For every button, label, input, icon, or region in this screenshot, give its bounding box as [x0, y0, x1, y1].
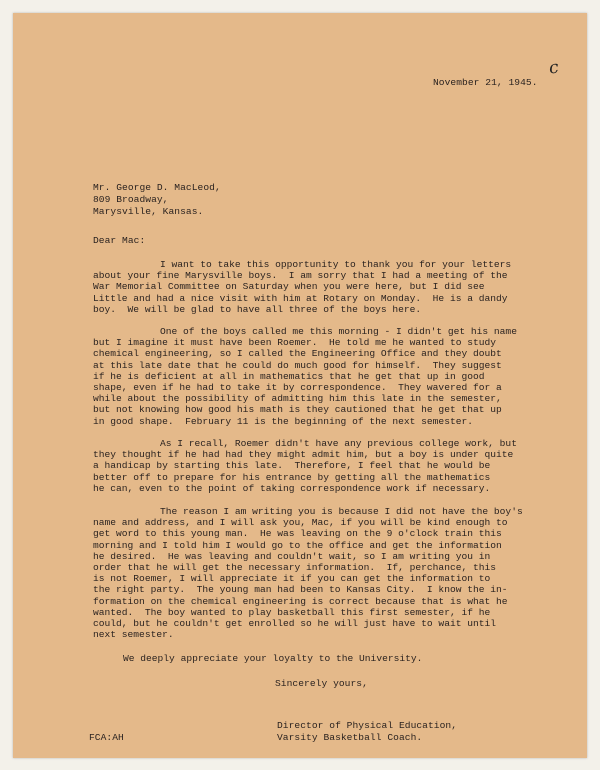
- typist-initials: FCA:AH: [89, 732, 124, 743]
- closing: Sincerely yours,: [275, 678, 368, 689]
- body-paragraph: [93, 326, 533, 427]
- paragraph-line: he can, even to the point of taking correspondence work if necessary.: [93, 482, 491, 494]
- paragraph-line: next semester.: [93, 629, 174, 641]
- handwritten-mark: c: [547, 57, 560, 79]
- paragraph-line: I want to take this opportunity to thank you for your letters: [160, 259, 512, 270]
- paragraph-line: name and address, and I will ask you, Mac, if you will be kind enough to: [93, 517, 508, 529]
- recipient-name: Mr. George D. MacLeod,: [93, 182, 221, 193]
- paragraph-line: a handicap by starting this late. Therefore, I feel that he would be: [93, 460, 491, 472]
- letter-date: November 21, 1945.: [433, 77, 538, 88]
- paragraph-line: One of the boys called me this morning - I didn't get his name: [160, 326, 517, 337]
- paragraph-line: is not Roemer, I will appreciate it if you can get the information to: [93, 573, 491, 585]
- paragraph-line: if he is deficient at all in mathematics that he get that up in good: [93, 370, 485, 382]
- body-paragraph: [93, 653, 533, 664]
- recipient-street: 809 Broadway,: [93, 194, 169, 205]
- signature-title-2: Varsity Basketball Coach.: [277, 732, 423, 743]
- paragraph-line: morning and I told him I would go to the office and get the information: [93, 539, 502, 551]
- paragraph-line: boy. We will be glad to have all three of the boys here.: [93, 303, 422, 315]
- paragraph-line: As I recall, Roemer didn't have any previous college work, but: [160, 438, 517, 449]
- paragraph-line: Little and had a nice visit with him at Rotary on Monday. He is a dandy: [93, 292, 508, 304]
- paragraph-line: The reason I am writing you is because I did not have the boy's: [160, 506, 523, 517]
- paragraph-line: he desired. He was leaving and couldn't wait, so I am writing you in: [93, 550, 491, 562]
- paragraph-line: about your fine Marysville boys. I am sorry that I had a meeting of the: [93, 270, 508, 282]
- paragraph-line: in good shape. February 11 is the beginning of the next semester.: [93, 415, 473, 427]
- recipient-city: Marysville, Kansas.: [93, 206, 204, 217]
- paragraph-line: shape, even if he had to take it by correspondence. They wavered for a: [93, 382, 502, 394]
- paragraph-line: the right party. The young man had been to Kansas City. I know the in-: [93, 584, 508, 596]
- body-paragraph: [93, 438, 533, 494]
- paragraph-line: formation on the chemical engineering is correct because that is what he: [93, 595, 508, 607]
- paragraph-line: get word to this young man. He was leaving on the 9 o'clock train this: [93, 528, 502, 540]
- salutation: Dear Mac:: [93, 235, 146, 246]
- paragraph-line: while about the possibility of admitting him this late in the semester,: [93, 393, 502, 405]
- paragraph-line: could, but he couldn't get enrolled so he will just have to wait until: [93, 618, 497, 630]
- paragraph-line: We deeply appreciate your loyalty to the University.: [123, 653, 423, 664]
- paragraph-line: they thought if he had had they might admit him, but a boy is under quite: [93, 449, 514, 461]
- paragraph-line: War Memorial Committee on Saturday when you were here, but I did see: [93, 281, 485, 293]
- letter-page: [13, 13, 587, 758]
- signature-title-1: Director of Physical Education,: [277, 720, 458, 731]
- body-paragraph: [93, 506, 533, 640]
- body-paragraph: [93, 259, 533, 315]
- paragraph-line: but not knowing how good his math is they cautioned that he get that up: [93, 404, 502, 416]
- paragraph-line: but I imagine it must have been Roemer. He told me he wanted to study: [93, 337, 497, 349]
- paragraph-line: at this late date that he could do much good for himself. They suggest: [93, 359, 502, 371]
- paragraph-line: wanted. The boy wanted to play basketball this first semester, if he: [93, 606, 491, 618]
- paragraph-line: better off to prepare for his entrance by getting all the mathematics: [93, 471, 491, 483]
- paragraph-line: chemical engineering, so I called the Engineering Office and they doubt: [93, 348, 502, 360]
- paragraph-line: order that he will get the necessary information. If, perchance, this: [93, 562, 497, 574]
